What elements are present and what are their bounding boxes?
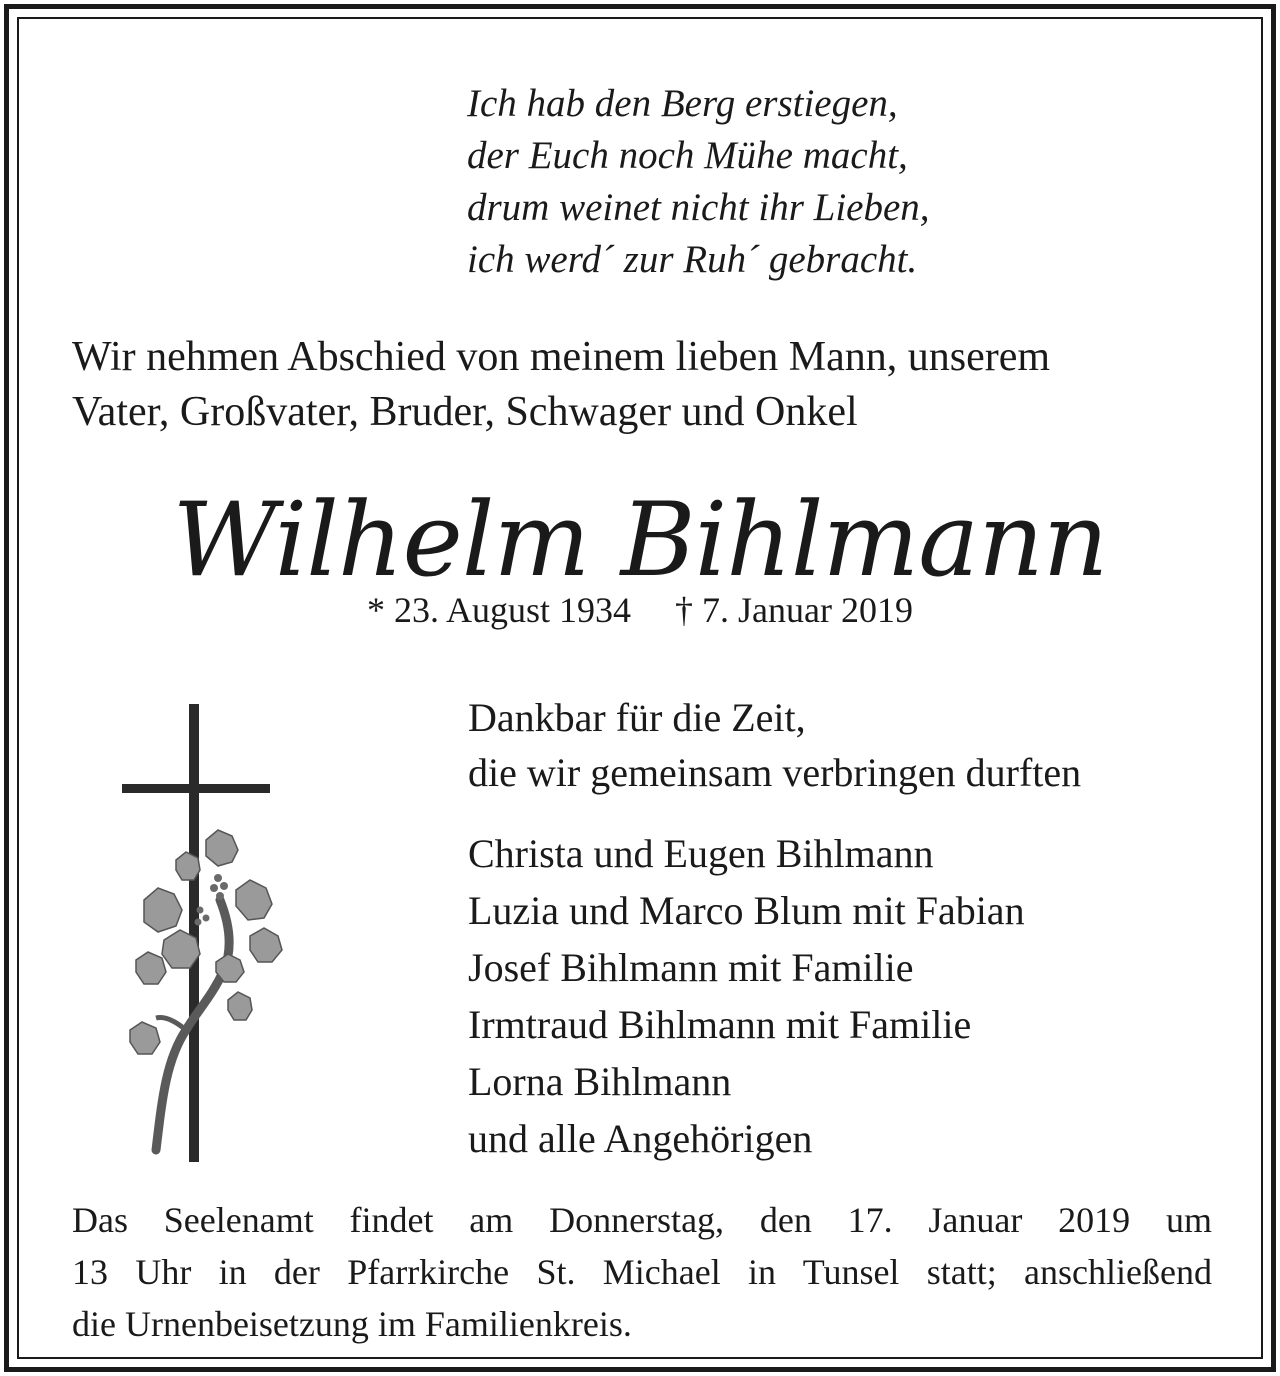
life-dates [0, 588, 1280, 632]
thanks-line: die wir gemeinsam verbringen durften [468, 750, 1082, 795]
deceased-name: Wilhelm Bihlmann [172, 481, 1108, 600]
mourner-entry: Christa und Eugen Bihlmann [468, 831, 934, 876]
mourner-entry: Luzia und Marco Blum mit Fabian [468, 888, 1025, 933]
cross-with-vine-icon [116, 700, 296, 1170]
poem-line: der Euch noch Mühe macht, [467, 134, 908, 177]
birth-date: * 23. August 1934 [367, 590, 632, 630]
death-date: † 7. Januar 2019 [675, 590, 913, 630]
mourner-entry: und alle Angehörigen [468, 1116, 813, 1161]
intro-line: Wir nehmen Abschied von meinem lieben Mann, unserem [72, 334, 1051, 380]
service-line: Das Seelenamt findet am Donnerstag, den 17. Januar 2019 um [72, 1200, 1212, 1240]
farewell-intro [72, 330, 1212, 440]
service-notice [72, 1194, 1212, 1350]
service-line: die Urnenbeisetzung im Familienkreis. [72, 1304, 632, 1344]
thanks-line: Dankbar für die Zeit, [468, 695, 806, 740]
mourners-list [468, 825, 1025, 1167]
poem-line: ich werd´ zur Ruh´ gebracht. [467, 238, 918, 281]
mourner-entry: Irmtraud Bihlmann mit Familie [468, 1002, 972, 1047]
service-line: 13 Uhr in der Pfarrkirche St. Michael in Tunsel statt; anschließend [72, 1252, 1212, 1292]
mourner-entry: Josef Bihlmann mit Familie [468, 945, 914, 990]
mourner-entry: Lorna Bihlmann [468, 1059, 732, 1104]
poem-verse [467, 78, 930, 286]
poem-line: drum weinet nicht ihr Lieben, [467, 186, 930, 229]
poem-line: Ich hab den Berg erstiegen, [467, 82, 898, 125]
intro-line: Vater, Großvater, Bruder, Schwager und Onkel [72, 389, 858, 435]
thanks-text [468, 690, 1081, 800]
